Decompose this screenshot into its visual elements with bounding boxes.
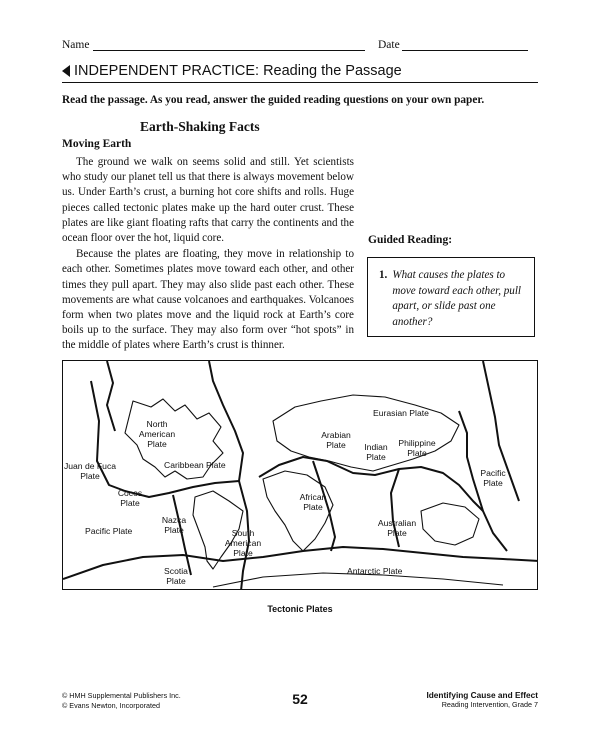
date-label: Date xyxy=(378,39,400,51)
section-heading xyxy=(62,63,402,79)
plate-boundary xyxy=(259,457,483,511)
instructions: Read the passage. As you read, answer the guided reading questions on your own paper. xyxy=(62,94,485,106)
plate-label-nazca: Nazca Plate xyxy=(161,515,187,535)
plate-label-juan-de-fuca: Juan de Fuca Plate xyxy=(63,461,117,481)
question-number: 1. xyxy=(379,269,388,281)
plate-label-indian: Indian Plate xyxy=(364,442,388,462)
publisher-line: © Evans Newton, Incorporated xyxy=(62,701,160,710)
guided-reading-heading: Guided Reading: xyxy=(368,234,453,246)
footer-unit xyxy=(330,690,538,710)
plate-label-scotia: Scotia Plate xyxy=(164,566,188,586)
article-title: Earth-Shaking Facts xyxy=(140,119,260,134)
plate-label-african: African Plate xyxy=(299,492,327,512)
plate-label-cocos: Cocos Plate xyxy=(117,488,143,508)
passage-paragraph: The ground we walk on seems solid and still. Yet scientists who study our planet tell us that there is always movement below us. Under Earth’s crust, a burning hot core shifts and rolls. Huge pieces called tectonic plates make up the hard outer crust. These plates are like giant floating rafts that carry the continents and the ocean floor over the hot, liquid core. xyxy=(62,156,354,245)
plate-label-eurasian: Eurasian Plate xyxy=(373,408,429,418)
tectonic-plates-map xyxy=(62,360,538,590)
footer-copyright xyxy=(62,691,181,711)
triangle-left-icon xyxy=(62,65,70,77)
article-subheading: Moving Earth xyxy=(62,138,132,150)
name-line xyxy=(93,50,365,51)
date-line xyxy=(402,50,528,51)
plate-label-north-american: North American Plate xyxy=(138,419,176,449)
guided-question xyxy=(379,268,527,330)
plate-boundary xyxy=(107,361,115,431)
unit-title: Identifying Cause and Effect xyxy=(426,690,538,700)
plate-label-south-american: South American Plate xyxy=(224,528,262,558)
passage xyxy=(62,155,354,354)
plate-label-philippine: Philippine Plate xyxy=(398,438,436,458)
plate-label-caribbean: Caribbean Plate xyxy=(164,460,226,470)
plate-label-australian: Australian Plate xyxy=(377,518,417,538)
plate-label-arabian: Arabian Plate xyxy=(321,430,351,450)
plate-label-antarctic: Antarctic Plate xyxy=(347,566,403,576)
plate-label-pacific-east: Pacific Plate xyxy=(480,468,506,488)
section-rule xyxy=(62,82,538,83)
map-caption: Tectonic Plates xyxy=(267,604,333,614)
section-title: INDEPENDENT PRACTICE: Reading the Passage xyxy=(74,63,402,79)
publisher-line: © HMH Supplemental Publishers Inc. xyxy=(62,691,181,700)
plate-boundary xyxy=(173,495,191,575)
page-number: 52 xyxy=(292,691,308,707)
map-drawing xyxy=(63,361,538,590)
passage-paragraph: Because the plates are floating, they move in relationship to each other. Sometimes plates move toward each other, and other times they pull apart. They may also slide past each other. These movements are what cause volcanoes and earthquakes. Volcanoes form when two plates move and the liquid rock at Earth’s core boils up to the surface. They may also form over “hot spots” in the middle of plates where Earth’s crust is thinner. xyxy=(62,248,354,352)
plate-label-pacific-west: Pacific Plate xyxy=(85,526,133,536)
australia-coast xyxy=(421,503,479,545)
question-text: What causes the plates to move toward each other, pull apart, or slide past one another? xyxy=(392,269,522,328)
name-label: Name xyxy=(62,39,90,51)
course-name: Reading Intervention, Grade 7 xyxy=(441,700,538,709)
